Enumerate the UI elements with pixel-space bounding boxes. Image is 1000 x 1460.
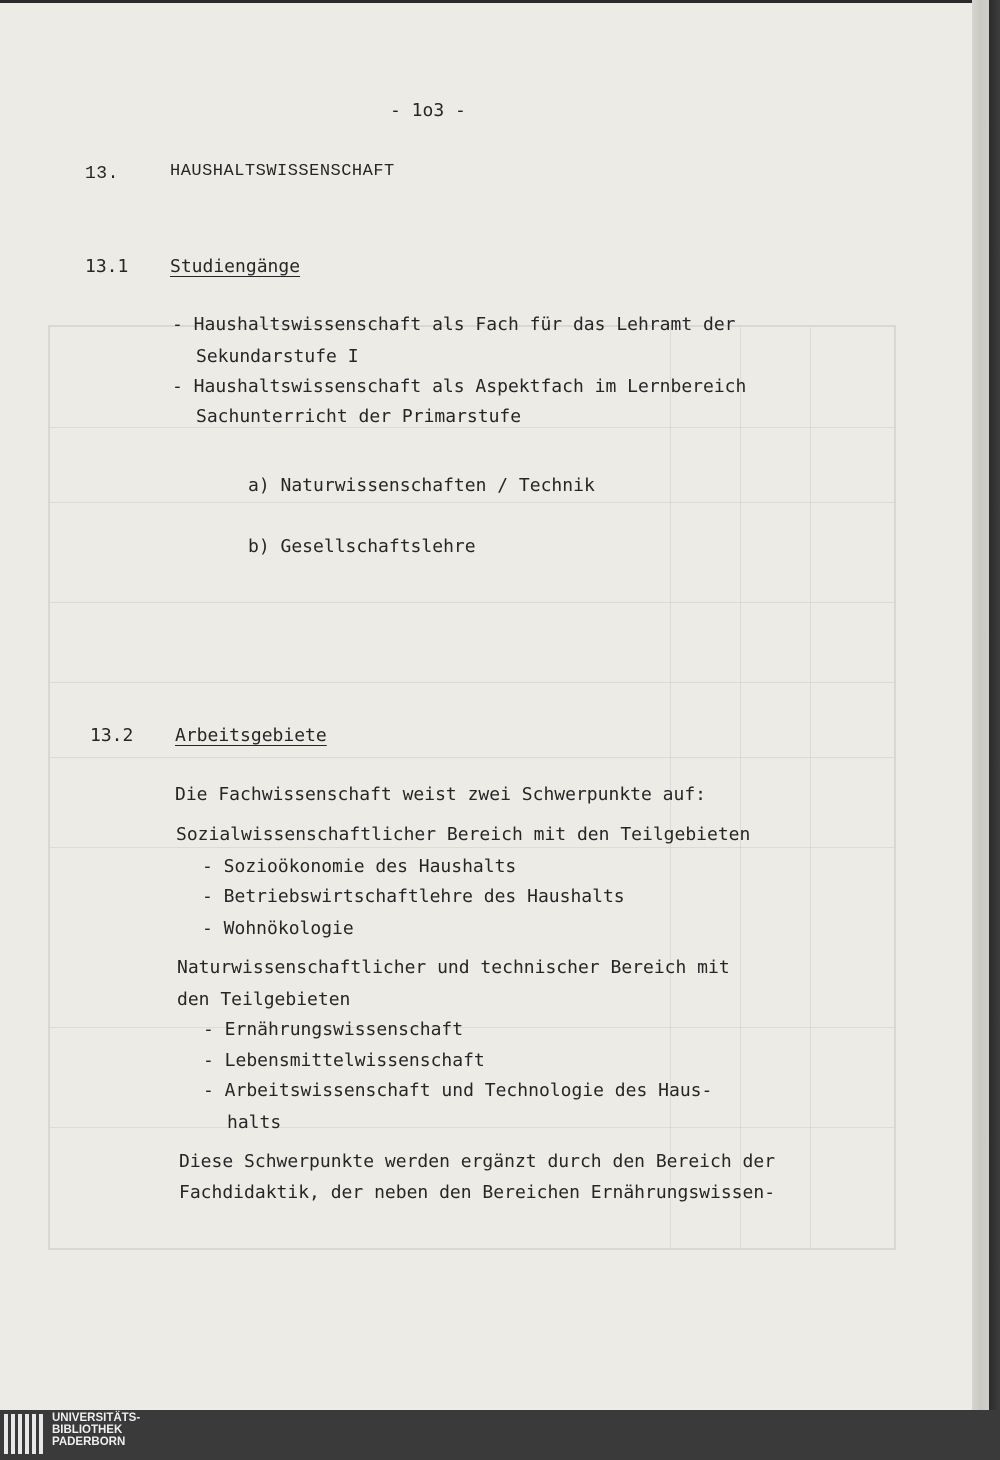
list-item: - Betriebswirtschaftlehre des Haushalts [202,886,625,907]
list-item: - Lebensmittelwissenschaft [203,1050,485,1071]
section-number: 13. [85,164,119,184]
library-logo-icon [4,1414,44,1454]
page-edge [0,0,1000,3]
study-line: - Haushaltswissenschaft als Aspektfach im Lernbereich [172,376,747,397]
section-title: HAUSHALTSWISSENSCHAFT [170,162,395,181]
subsection-heading: Studiengänge [170,256,301,277]
list-item: halts [227,1112,282,1133]
option-b: b) Gesellschaftslehre [248,536,476,557]
area-title: den Teilgebieten [177,989,351,1010]
list-item: - Ernährungswissenschaft [203,1019,464,1040]
library-logo-text: UNIVERSITÄTS- BIBLIOTHEK PADERBORN [52,1412,141,1448]
area-title: Naturwissenschaftlicher und technischer Bereich mit [177,957,730,978]
list-item: - Arbeitswissenschaft und Technologie des Haus- [203,1080,713,1101]
option-a: a) Naturwissenschaften / Technik [248,475,595,496]
paragraph-closing: Diese Schwerpunkte werden ergänzt durch den Bereich der [179,1151,776,1172]
paragraph-intro: Die Fachwissenschaft weist zwei Schwerpunkte auf: [175,784,707,805]
study-line: - Haushaltswissenschaft als Fach für das Lehramt der [172,314,736,335]
subsection-number: 13.2 [90,725,134,746]
paragraph-closing: Fachdidaktik, der neben den Bereichen Ernährungswissen- [179,1182,776,1203]
study-line: Sachunterricht der Primarstufe [196,406,522,427]
book-spine [972,0,1000,1410]
study-line: Sekundarstufe I [196,346,359,367]
subsection-number: 13.1 [85,256,129,277]
area-title: Sozialwissenschaftlicher Bereich mit den Teilgebieten [176,824,751,845]
list-item: - Wohnökologie [202,918,354,939]
list-item: - Sozioökonomie des Haushalts [202,856,517,877]
subsection-heading: Arbeitsgebiete [175,725,327,746]
page-number: - 1o3 - [390,100,466,121]
footer-bar [0,1410,1000,1460]
